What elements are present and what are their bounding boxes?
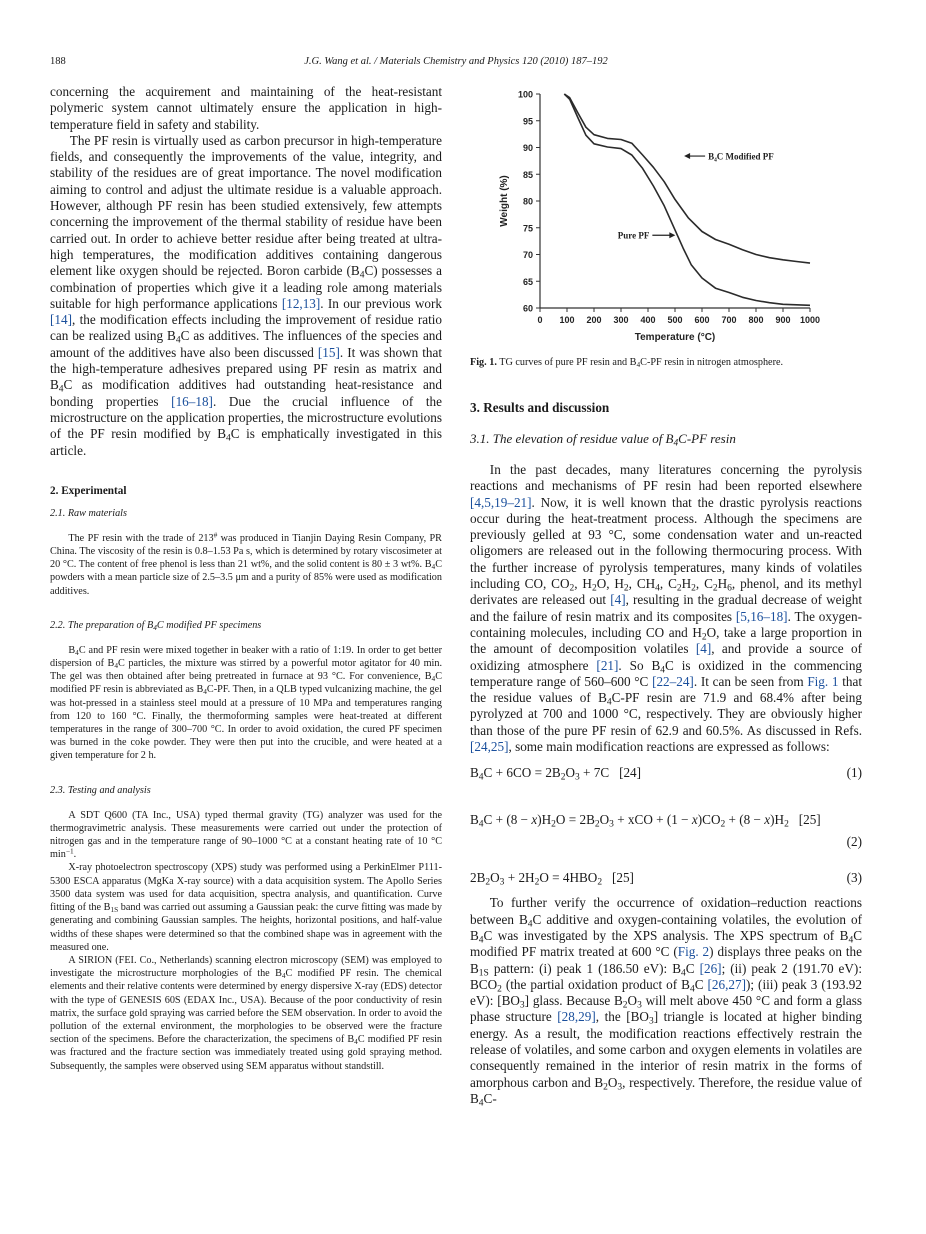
equation-2-number: (2) (846, 834, 862, 850)
figure-link[interactable]: Fig. 1 (807, 673, 839, 689)
section-2-3-heading: 2.3. Testing and analysis (50, 784, 151, 796)
equation-2-ref: [25] (798, 812, 821, 828)
section-2-1-heading: 2.1. Raw materials (50, 507, 127, 519)
equation-3-ref: [25] (611, 870, 634, 886)
citation-link[interactable]: [15] (317, 344, 340, 360)
section-2-2-heading: 2.2. The preparation of $B_4C$ modified PF specimens (50, 619, 262, 632)
citation-link[interactable]: [26] (699, 960, 722, 976)
y-tick-label: 80 (522, 196, 533, 207)
right-column (470, 84, 862, 1107)
preparation-paragraph: $B_4C$ and PF resin were mixed together in beaker with a ratio of 1:19. In order to get better dispersion of $B_4C$ particles, the mixture was stirred by a powerful motor agitator for 40 min. The gel was then obtained after being pretreated in furnace at 93 °C. For convenience, $B_4C$ modified PF resin is abbreviated as $B_4C-PF$. Then, in a QLB typed vulcanizing machine, the gel was hot-pressed in a stainless steel mould at a pressure of 10 MPa and temperatures ranging from 120 to 160 °C. Finally, the thermoforming samples were heat-treated at different temperatures in the range of 300–700 °C. In order to avoid oxidation, the cured PF specimen was burned in the coke powder. They were then put into the crucible, and were heated at a given temperature for 2 h. (50, 644, 442, 762)
citation-link[interactable]: [24,25] (470, 739, 509, 755)
tg-chart (470, 84, 862, 354)
results-paragraph-1: In the past decades, many literatures concerning the pyrolysis reactions and mechanisms of PF resin had been reported elsewhere [4,5,19–21]. Now, it is well known that the drastic pyrolysis reactions occur during the heat-treatment process. Although the specimens are previously gelled at 93 °C, some condensation water and un-reacted oligomers are released out in the following thermocuring process. With the further increase of pyrolysis temperatures, many kinds of volatiles including CO, $CO_2$, $H_2O$, $H_2$, $CH_4$, $C_2H_2$, $C_2H_6$, phenol, and its methyl derivates are released out [4], resulting in the gradual decrease of weight and the failure of resin matrix and its composites [5,16–18]. The oxygen-containing molecules, including CO and $H_2O$, take a large proportion in the amount of decomposition volatiles [4], and provide a source of oxidizing atmosphere [21]. So $B_4C$ is oxidized in the commencing temperature range of 560–600 °C [22–24]. It can be seen from Fig. 1 that the residue values of $B_4C-PF$ resin are 71.9 and 68.4% after being pyrolyzed at 700 and 1000 °C, respectively. They are obviously higher than those of the pure PF resin of 62.9 and 60.5%. As discussed in Refs. [24,25], some main modification reactions are expressed as follows: (470, 462, 863, 755)
y-tick-label: 65 (522, 276, 533, 287)
section-3-heading: 3. Results and discussion (470, 400, 610, 415)
equation-1-number: (1) (846, 765, 862, 781)
citation-link[interactable]: [4] (695, 641, 712, 657)
figure-1 (470, 84, 862, 354)
annotation-arrowhead-b4c (684, 153, 690, 159)
citation-link[interactable]: [4,5,19–21] (470, 494, 532, 510)
citation-link[interactable]: [28,29] (557, 1009, 596, 1025)
citation-link[interactable]: [26,27] (707, 976, 746, 992)
intro-paragraph-1: concerning the acquirement and maintaining of the heat-resistant polymeric system cannot ultimately ensure the application in high-temperature field in safety and stability. (50, 84, 442, 132)
equation-3-number: (3) (846, 870, 862, 886)
figure-link[interactable]: Fig. 2 (677, 944, 710, 960)
x-tick-label: 200 (586, 315, 602, 325)
section-3-1-heading: 3.1. The elevation of residue value of $B_4C-PF$ resin (470, 431, 736, 449)
y-tick-label: 95 (522, 116, 533, 127)
annotation-arrowhead-pure (669, 232, 675, 238)
series-line-b4c-modified-pf (564, 94, 810, 263)
journal-citation: J.G. Wang et al. / Materials Chemistry and Physics 120 (2010) 187–192 (304, 56, 608, 67)
testing-paragraph-2: X-ray photoelectron spectroscopy (XPS) study was performed using a PerkinElmer P111-5300 ESCA apparatus (MgKa X-ray source) with a data acquisition system. The Apollo Series 3500 data system was used for data acquisition, spectra analysis, and quantification. Curve fitting of the $B_{1S}$ band was carried out assuming a Gaussian peak: the curve fitting was made by generating and combining Gaussian samples. The heights, horizontal positions, and half-value widths of these shapes were determined so that the combined shape was in agreement with the measured one. (50, 862, 442, 953)
equation-3: $2B_2O_3 + 2H_2O = 4HBO_2$ [25] (3) (470, 870, 862, 888)
running-header (50, 56, 862, 72)
y-tick-label: 60 (522, 303, 533, 314)
equation-1-ref: [24] (619, 765, 642, 781)
x-tick-label: 800 (748, 315, 764, 325)
testing-paragraph-3: A SIRION (FEI. Co., Netherlands) scanning electron microscopy (SEM) was employed to investigate the microstructure morphologies of the $B_4C$ modified PF resin. The chemical elements and their relative contents were determined by energy dispersive X-ray (EDS) detector with the type of GENESIS 60S (EDAX Inc., USA). Because of the poor conductivity of resin matrix, the surface gold spraying was carried before the SEM observation. In order to avoid the pollution of the external environment, the morphologies to be observed were the fracture section of the specimens. Before the characterization, the specimens of $B_4C$ modified PF resin was fractured and the fracture section was immediately treated using gold spraying method. Subsequently, the samples were observed using SEM apparatus without standstill. (50, 954, 442, 1072)
section-2-heading: 2. Experimental (50, 484, 127, 497)
series-line-pure-pf (564, 94, 810, 305)
y-tick-label: 75 (522, 223, 533, 234)
equation-1: $B_4C + 6CO = 2B_2O_3 + 7C$ [24] (1) (470, 765, 862, 783)
citation-link[interactable]: [21] (596, 657, 619, 673)
figure-1-caption: Fig. 1. TG curves of pure PF resin and $B_4C-PF$ resin in nitrogen atmosphere. (470, 357, 784, 369)
x-tick-label: 500 (667, 315, 683, 325)
results-paragraph-2: To further verify the occurrence of oxidation–reduction reactions between $B_4C$ additive and oxygen-containing volatiles, the evolution of $B_4C$ was investigated by the XPS analysis. The XPS spectrum of $B_4C$ modified PF matrix treated at 600 °C (Fig. 2) displays three peaks on the $B_{1S}$ pattern: (i) peak 1 (186.50 eV): $B_4C$ [26]; (ii) peak 2 (191.70 eV): $BCO_2$ (the partial oxidation product of $B_4C$ [26,27]); (iii) peak 3 (193.92 eV): $[BO_3]$ glass. Because $B_2O_3$ will melt above 450 °C and form a glass phase structure [28,29], the $[BO_3]$ triangle is located at higher binding energy. As a result, the modification reactions effectively restrain the release of volatiles, and some carbon and oxygen elements in volatiles are consequently remained in the interior of resin matrix in the forms of amorphous carbon and $B_2O_3$, respectively. Therefore, the residue value of $B_4C-$ (470, 895, 863, 1109)
series-label-b4c-modified-pf: B₄C Modified PF (708, 151, 774, 162)
y-tick-label: 70 (522, 250, 533, 260)
citation-link[interactable]: [5,16–18] (735, 608, 788, 624)
page-number: 188 (50, 56, 66, 67)
y-tick-label: 90 (522, 143, 533, 153)
x-tick-label: 600 (694, 315, 710, 325)
intro-paragraph-2: The PF resin is virtually used as carbon precursor in high-temperature fields, and consequently the improvements of the value, integrity, and stability of the residues are of great importance. The novel modification aiming to control and adjust the ultimate residue is a valuable approach. However, although PF resin has been studied extensively, few attempts concerning the improvement of the thermal stability of residue have been carried out. In order to achieve better residue after being treated at ultra-high temperatures, the modification additives containing dangerous element like oxygen should be rejected. Boron carbide $(B_4C)$ possesses a combination of properties which give it a leading role among materials suitable for high performance applications [12,13]. In our previous work [14], the modification effects including the improvement of residue ratio can be realized using $B_4C$ as additives. The influences of the species and amount of the additives have also been discussed [15]. It was shown that the high-temperature adhesives prepared using PF resin as matrix and $B_4C$ as modification additives had outstanding heat-resistance and bonding properties [16–18]. Due the crucial influence of the microstructure on the application properties, the microstructure evolutions of the PF resin modified by $B_4C$ is emphatically investigated in this article. (50, 132, 443, 458)
y-tick-label: 100 (517, 89, 533, 100)
raw-materials-paragraph: The PF resin with the trade of 213# was produced in Tianjin Daying Resin Company, PR China. The viscosity of the resin is 0.8–1.53 Pa s, which is determined by rotary viscosimeter at 20 °C. The content of free phenol is less than 21 wt%, and the solid content is 80 ± 3 wt%. $B_4C$ powders with a mean particle size of 2.5–3.5 μm and a purity of 85% were used as modification additives. (50, 530, 442, 597)
citation-link[interactable]: [16–18] (171, 393, 213, 409)
x-tick-label: 700 (721, 315, 737, 325)
citation-link[interactable]: [12,13] (281, 295, 321, 311)
equation-2: $B_4C + (8 - x)H_2O = 2B_2O_3$ + xCO + $(1 - x)CO_2 + (8 - x)H_2$ [25] (470, 812, 821, 830)
y-tick-label: 85 (522, 169, 533, 180)
x-tick-label: 0 (537, 315, 543, 325)
x-tick-label: 900 (775, 315, 791, 325)
citation-link[interactable]: [4] (610, 592, 626, 608)
x-tick-label: 400 (640, 315, 656, 325)
x-tick-label: 300 (613, 315, 629, 325)
left-column (50, 84, 442, 1073)
x-tick-label: 1000 (799, 315, 821, 325)
citation-link[interactable]: [14] (50, 312, 72, 328)
y-axis-title: Weight (%) (499, 175, 510, 227)
series-label-pure-pf: Pure PF (617, 230, 650, 241)
x-tick-label: 100 (559, 315, 575, 325)
testing-paragraph-1: A SDT Q600 (TA Inc., USA) typed thermal gravity (TG) analyzer was used for the thermogravimetric analysis. These measurements were carried out under the protection of nitrogen gas and in the temperature range of 90–1000 °C at a constant heating rate of 10 °C $\min^{-1}$. (50, 809, 442, 861)
x-axis-title: Temperature (°C) (634, 332, 716, 343)
citation-link[interactable]: [22–24] (652, 673, 694, 689)
